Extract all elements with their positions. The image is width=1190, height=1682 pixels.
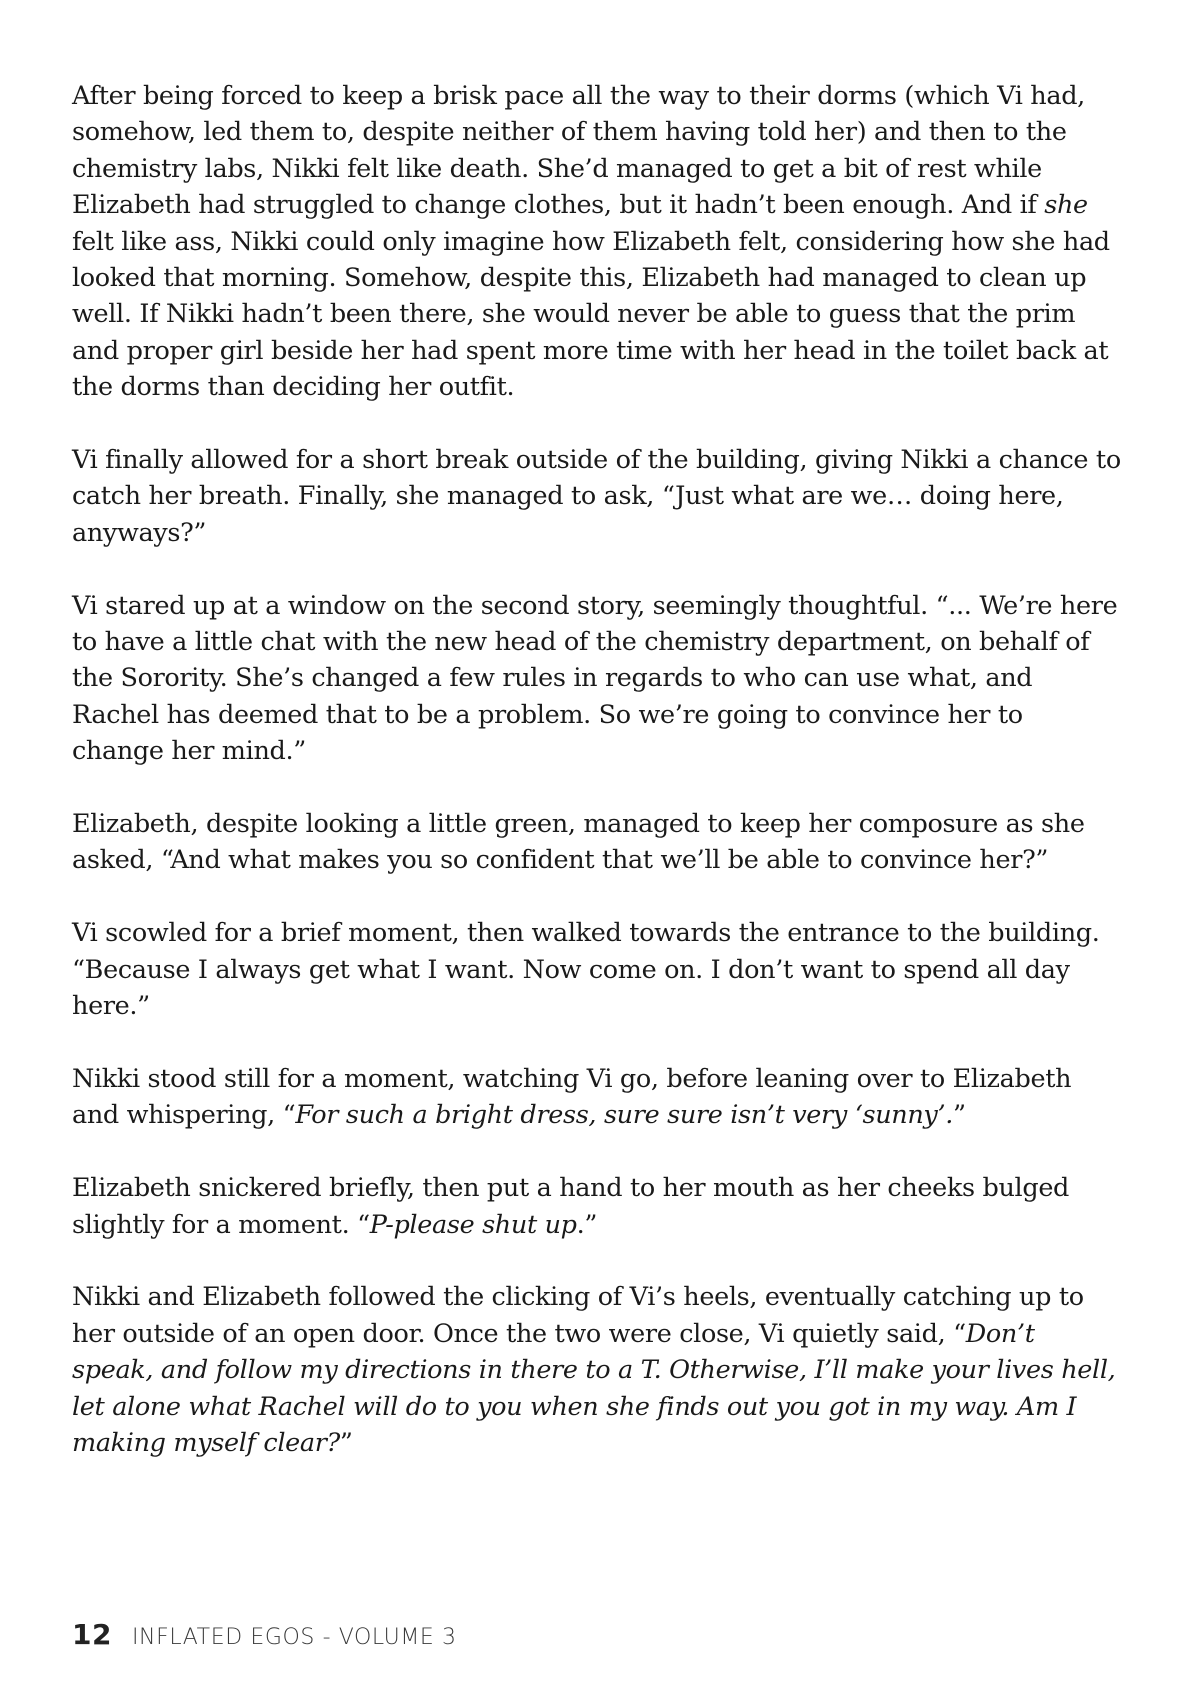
- paragraph-6: [72, 1061, 1122, 1134]
- text-run: ”: [339, 1427, 353, 1458]
- paragraph-1: [72, 78, 1122, 406]
- italic-text-run: For such a bright dress, sure sure isn’t very ‘sunny’.: [295, 1100, 953, 1131]
- page-number: 12: [72, 1618, 112, 1651]
- text-run: Vi scowled for a brief moment, then walked towards the entrance to the building. “Because I always get what I want. Now come on. I don’t want to spend all day here.”: [72, 918, 1100, 1022]
- paragraph-5: [72, 915, 1122, 1024]
- text-run: Nikki stood still for a moment, watching Vi go, before leaning over to Elizabeth and whispering, “: [72, 1063, 1072, 1131]
- text-run: .”: [576, 1209, 598, 1240]
- text-run: felt like ass, Nikki could only imagine how Elizabeth felt, considering how she had looked that morning. Somehow, despite this, Elizabeth had managed to clean up well. If Nikki hadn’t been there, she would never be able to guess that the prim and proper girl beside her had spent more time with her head in the toilet back at the dorms than deciding her outfit.: [72, 226, 1110, 403]
- italic-text-run: P-please shut up: [369, 1209, 577, 1240]
- text-run: Vi finally allowed for a short break outside of the building, giving Nikki a chance to catch her breath. Finally, she managed to ask, “Just what are we… doing here, anyways?”: [72, 445, 1121, 548]
- text-run: ”: [952, 1100, 966, 1131]
- paragraph-4: [72, 806, 1122, 879]
- running-title: INFLATED EGOS - VOLUME 3: [131, 1625, 457, 1650]
- text-run: Vi stared up at a window on the second story, seemingly thoughtful. “... We’re here to have a little chat with the new head of the chemistry department, on behalf of the Sorority. She’s changed a few rules in regards to who can use what, and Rachel has deemed that to be a problem. So we’re going to convince her to change her mind.”: [72, 590, 1118, 767]
- page-footer: [72, 1618, 457, 1658]
- text-run: Nikki and Elizabeth followed the clicking of Vi’s heels, eventually catching up to her outside of an open door. Once the two were close, Vi quietly said, “: [72, 1282, 1084, 1349]
- text-run: Elizabeth, despite looking a little green, managed to keep her composure as she asked, “And what makes you so confident that we’ll be able to convince her?”: [72, 809, 1085, 876]
- body-text: [72, 78, 1122, 1498]
- text-run: Elizabeth snickered briefly, then put a hand to her mouth as her cheeks bulged slightly for a moment. “: [72, 1173, 1070, 1240]
- italic-text-run: she: [1044, 190, 1088, 221]
- text-run: After being forced to keep a brisk pace all the way to their dorms (which Vi had, somehow, led them to, despite neither of them having told her) and then to the chemistry labs, Nikki felt like death. She’d managed to get a bit of rest while Elizabeth had struggled to change clothes, but it hadn’t been enough. And if: [72, 81, 1085, 221]
- paragraph-2: [72, 442, 1122, 551]
- paragraph-3: [72, 588, 1122, 770]
- italic-text-run: Don’t speak, and follow my directions in there to a T. Otherwise, I’ll make your lives hell, let alone what Rachel will do to you when she finds out you got in my way. Am I making myself clear?: [72, 1318, 1116, 1458]
- paragraph-8: [72, 1279, 1122, 1461]
- paragraph-7: [72, 1170, 1122, 1243]
